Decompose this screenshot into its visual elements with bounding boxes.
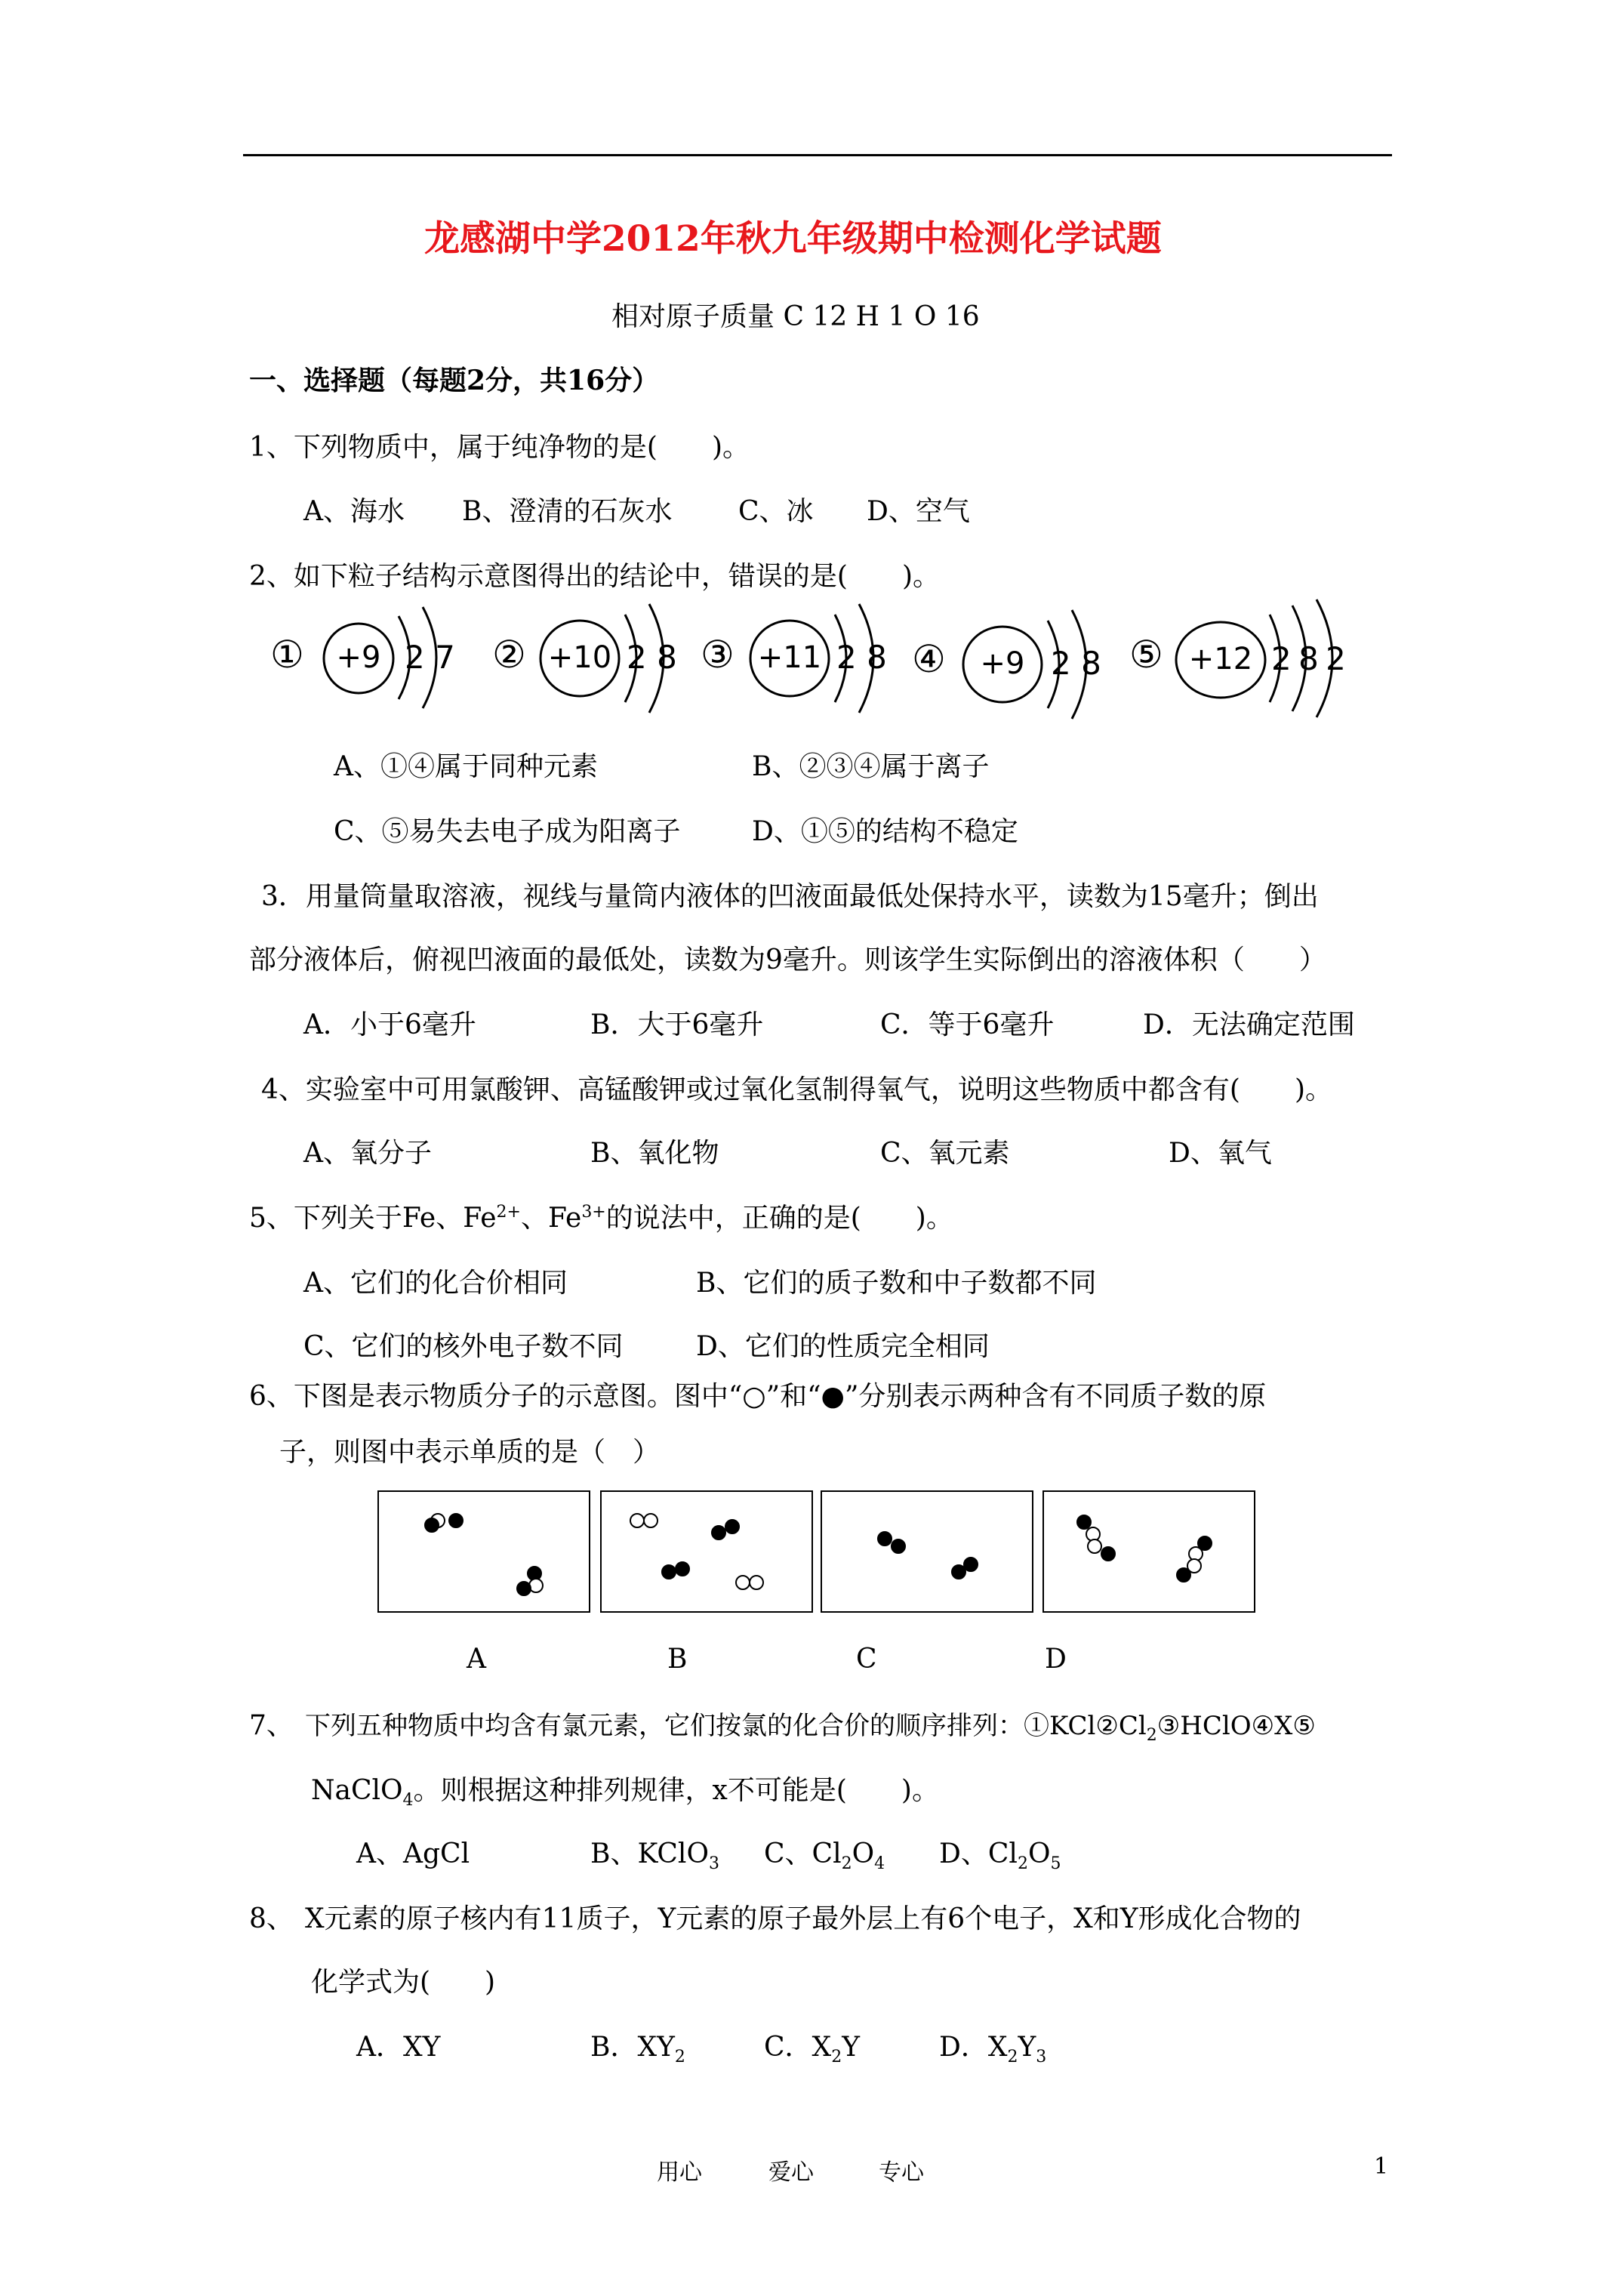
q2-stem: 2、如下粒子结构示意图得出的结论中，错误的是( )。 — [249, 561, 940, 592]
q5-option-a: A、它们的化合价相同 — [303, 1268, 568, 1299]
q2-option-b: B、②③④属于离子 — [752, 751, 990, 782]
q3-option-d: D．无法确定范围 — [1143, 1009, 1355, 1040]
q1-stem: 1、下列物质中，属于纯净物的是( )。 — [249, 432, 750, 463]
q4-option-d: D、氧气 — [1169, 1138, 1272, 1169]
q7-line-2: NaClO$_4$。则根据这种排列规律，x不可能是( )。 — [311, 1775, 939, 1811]
q1-option-a: A、海水 — [303, 496, 405, 527]
particle-3-label: ③ — [701, 633, 735, 676]
particle-4-label: ④ — [912, 637, 946, 681]
q2-option-d: D、①⑤的结构不稳定 — [752, 816, 1018, 847]
particle-3-shells: 2 8 — [836, 639, 887, 676]
particle-2-label: ② — [492, 633, 526, 676]
q8-option-b: B．$XY_2$ — [590, 2032, 685, 2067]
q7-number: 7、 — [249, 1710, 294, 1741]
particle-2-shells: 2 8 — [627, 639, 677, 676]
q8-option-c: C．$X_2Y$ — [764, 2032, 860, 2067]
q3-line-1: 3．用量筒量取溶液，视线与量筒内液体的凹液面最低处保持水平，读数为15毫升；倒出 — [261, 881, 1319, 912]
footer-motto-2: 爱心 — [768, 2159, 814, 2186]
q4-stem: 4、实验室中可用氯酸钾、高锰酸钾或过氧化氢制得氧气，说明这些物质中都含有( )。 — [261, 1074, 1332, 1105]
q6-label-c: C — [856, 1644, 877, 1675]
particle-1-label: ① — [270, 633, 304, 676]
q4-option-a: A、氧分子 — [303, 1138, 432, 1169]
q6-label-b: B — [667, 1644, 688, 1675]
q8-option-a: A．XY — [356, 2032, 441, 2063]
molecule-box-a — [378, 1491, 590, 1612]
q1-option-c: C、冰 — [738, 496, 814, 527]
page-title: 龙感湖中学2012年秋九年级期中检测化学试题 — [424, 218, 1162, 260]
q7-line-1: 下列五种物质中均含有氯元素，它们按氯的化合价的顺序排列：$①KCl②Cl_2③HClO④X⑤$ — [305, 1711, 1316, 1745]
particle-4-nucleus: +9 — [980, 646, 1025, 681]
particle-2-nucleus: +10 — [547, 640, 612, 675]
page-number: 1 — [1374, 2153, 1389, 2180]
q6-line-1: 6、下图是表示物质分子的示意图。图中“○”和“●”分别表示两种含有不同质子数的原 — [249, 1381, 1267, 1412]
q8-line-2: 化学式为( ) — [311, 1967, 496, 1998]
footer-motto-3: 专心 — [879, 2159, 924, 2186]
molecule-box-d — [1043, 1491, 1255, 1612]
q5-option-c: C、它们的核外电子数不同 — [303, 1331, 624, 1362]
q8-option-d: D．$X_2Y_3$ — [939, 2032, 1047, 2067]
q2-option-a: A、①④属于同种元素 — [334, 751, 598, 782]
particle-3-nucleus: +11 — [757, 640, 822, 675]
q2-option-c: C、⑤易失去电子成为阳离子 — [334, 816, 681, 847]
atomic-mass-line: 相对原子质量 C 12 H 1 O 16 — [611, 301, 980, 332]
footer-motto-1: 用心 — [657, 2159, 702, 2186]
q6-label-a: A — [467, 1644, 486, 1675]
q8-number: 8、 — [249, 1903, 294, 1934]
q3-option-b: B．大于6毫升 — [590, 1009, 764, 1040]
q3-option-a: A．小于6毫升 — [303, 1009, 476, 1040]
q5-stem: 5、下列关于Fe、$Fe^{2+}$、$Fe^{3+}$的说法中，正确的是( )。 — [249, 1203, 953, 1234]
molecule-boxes — [377, 1490, 1261, 1620]
q7-option-d: D、$Cl_2O_5$ — [939, 1838, 1061, 1874]
q5-option-b: B、它们的质子数和中子数都不同 — [696, 1268, 1097, 1299]
q4-option-c: C、氧元素 — [880, 1138, 1010, 1169]
q1-option-d: D、空气 — [867, 496, 970, 527]
q4-option-b: B、氧化物 — [590, 1138, 719, 1169]
q7-option-b: B、KClO$_3$ — [590, 1838, 719, 1874]
particle-5-shells: 2 8 2 — [1271, 640, 1344, 677]
particle-1-shells: 2 7 — [405, 639, 455, 676]
q3-option-c: C．等于6毫升 — [880, 1009, 1055, 1040]
particle-5-nucleus: +12 — [1188, 642, 1253, 676]
q3-line-2: 部分液体后，俯视凹液面的最低处，读数为9毫升。则该学生实际倒出的溶液体积（ ） — [249, 945, 1326, 975]
section-heading: 一、选择题（每题2分，共16分） — [249, 365, 660, 396]
molecule-box-b — [601, 1491, 812, 1612]
top-rule — [243, 154, 1392, 156]
particle-1-nucleus: +9 — [336, 640, 381, 675]
molecule-box-c — [821, 1491, 1033, 1612]
q7-option-c: C、$Cl_2O_4$ — [764, 1838, 885, 1874]
q6-line-2: 子，则图中表示单质的是（ ） — [279, 1437, 661, 1468]
particle-5-label: ⑤ — [1129, 633, 1163, 676]
q1-option-b: B、澄清的石灰水 — [462, 496, 673, 527]
particle-4-shells: 2 8 — [1051, 645, 1101, 682]
q7-option-a: A、AgCl — [356, 1838, 470, 1869]
q8-line-1: X元素的原子核内有11质子，Y元素的原子最外层上有6个电子，X和Y形成化合物的 — [305, 1903, 1301, 1934]
q6-label-d: D — [1045, 1644, 1067, 1675]
q5-option-d: D、它们的性质完全相同 — [696, 1331, 990, 1362]
